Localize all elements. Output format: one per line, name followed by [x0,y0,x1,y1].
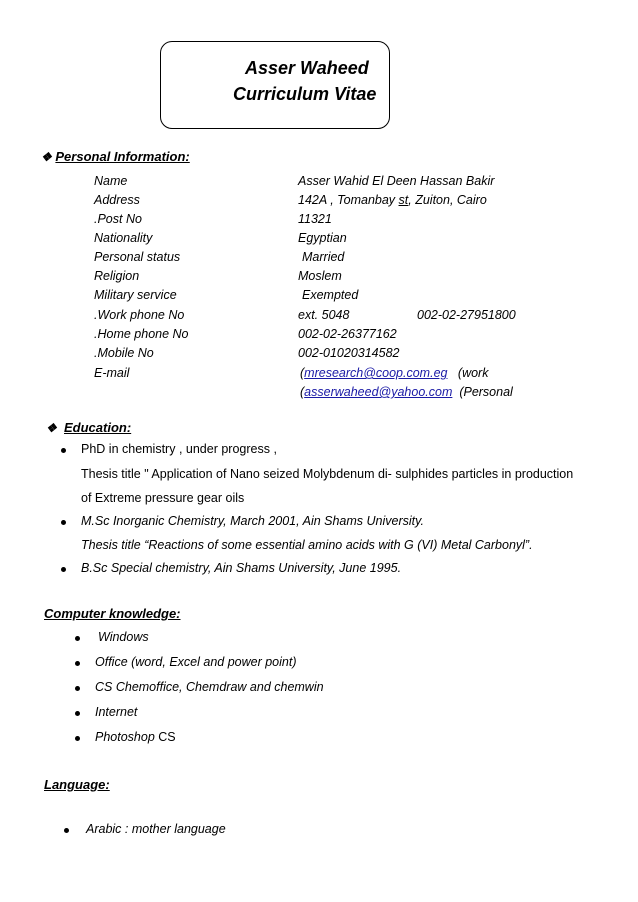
education-item-bsc: B.Sc Special chemistry, Ain Shams University, June 1995. [81,561,402,575]
bullet-icon [75,711,80,716]
education-item-msc-thesis: Thesis title “Reactions of some essential amino acids with G (VI) Metal Carbonyl”. [81,538,533,552]
bullet-icon [64,828,69,833]
skill-item: Photoshop CS [95,730,176,744]
value-religion: Moslem [298,269,342,283]
bullet-icon [61,520,66,525]
value-nationality: Egyptian [298,231,347,245]
diamond-bullet-icon: ❖ [46,421,57,435]
education-item-msc: M.Sc Inorganic Chemistry, March 2001, Ain Shams University. [81,514,424,528]
label-home-phone: .Home phone No [94,327,189,341]
label-work-phone: .Work phone No [94,308,185,322]
bullet-icon [61,448,66,453]
label-name: Name [94,174,128,188]
value-work-ext: ext. 5048 [298,308,350,322]
email-work-link[interactable]: mresearch@coop.com.eg [304,366,448,380]
value-address: 142A , Tomanbay st, Zuiton, Cairo [298,193,487,207]
label-address: Address [94,193,140,207]
personal-info-heading: ❖ Personal Information: [41,149,190,164]
diamond-bullet-icon: ❖ [41,150,52,164]
bullet-icon [75,686,80,691]
value-post-no: 11321 [298,212,332,226]
bullet-icon [75,636,80,641]
value-mobile: 002-01020314582 [298,346,400,360]
value-email-work: (mresearch@coop.com.eg (work [300,366,489,380]
education-item-phd: PhD in chemistry , under progress , [81,442,277,456]
label-post-no: .Post No [94,212,142,226]
label-nationality: Nationality [94,231,153,245]
education-heading: ❖ Education: [46,420,132,435]
value-work-phone: 002-02-27951800 [417,308,516,322]
bullet-icon [75,736,80,741]
skill-item: Windows [98,630,149,644]
bullet-icon [75,661,80,666]
cv-subtitle: Curriculum Vitae [233,84,377,104]
skill-item: Office (word, Excel and power point) [95,655,297,669]
label-mobile: .Mobile No [94,346,154,360]
cv-name-heading: Asser Waheed [245,58,369,78]
skill-item: Internet [95,705,138,719]
value-name: Asser Wahid El Deen Hassan Bakir [298,174,495,188]
language-item: Arabic : mother language [86,822,226,836]
skill-item: CS Chemoffice, Chemdraw and chemwin [95,680,324,694]
education-item-phd-thesis: Thesis title " Application of Nano seized Molybdenum di- sulphides particles in production [81,467,574,481]
label-email: E-mail [94,366,130,380]
label-personal-status: Personal status [94,250,181,264]
bullet-icon [61,567,66,572]
language-heading: Language: [44,777,110,792]
label-religion: Religion [94,269,140,283]
computer-knowledge-heading: Computer knowledge: [44,606,181,621]
value-personal-status: Married [302,250,345,264]
label-military-service: Military service [94,288,177,302]
value-military-service: Exempted [302,288,359,302]
education-item-phd-thesis-cont: of Extreme pressure gear oils [81,491,245,505]
email-personal-link[interactable]: asserwaheed@yahoo.com [304,385,453,399]
value-email-personal: (asserwaheed@yahoo.com (Personal [300,385,513,399]
value-home-phone: 002-02-26377162 [298,327,397,341]
